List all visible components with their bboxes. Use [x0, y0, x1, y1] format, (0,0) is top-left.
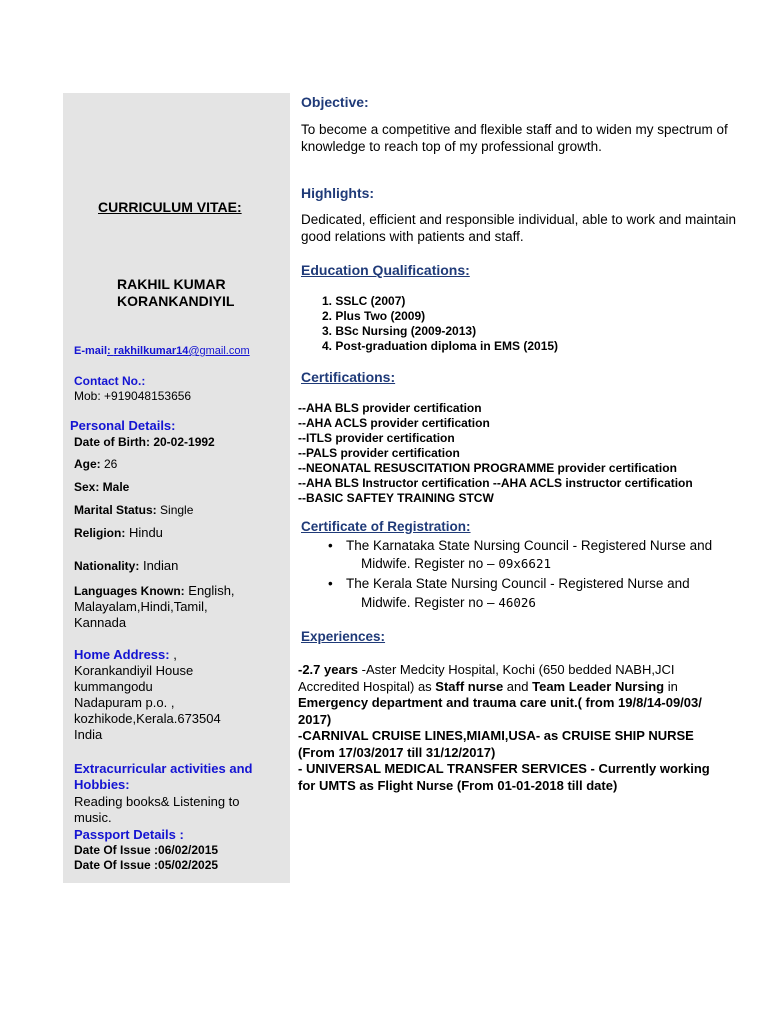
hobbies-line-2: music.: [74, 810, 112, 825]
experience-1-in: in: [664, 678, 678, 694]
objective-heading: Objective:: [301, 94, 369, 110]
age-value: 26: [100, 457, 118, 471]
bullet-icon: •: [328, 576, 333, 591]
experience-1-role-1: Staff nurse: [435, 678, 504, 694]
list-item: 4. Post-graduation diploma in EMS (2015): [322, 339, 559, 353]
email-row: [74, 345, 250, 357]
extracurricular-block: [74, 761, 252, 826]
registration-2-number: 46026: [498, 595, 536, 610]
registration-1-label: Midwife. Register no –: [361, 556, 499, 571]
registration-2-line-1: The Kerala State Nursing Council - Registered Nurse and: [346, 576, 690, 591]
experience-3-line-2: for UMTS as Flight Nurse (From 01-01-2018 till date): [298, 777, 618, 793]
experience-1-text-a: -Aster Medcity Hospital, Kochi (650 bedded NABH,JCI: [358, 662, 675, 677]
languages-block: [74, 583, 235, 631]
list-item: --ITLS provider certification: [298, 431, 455, 445]
languages-value-2: Malayalam,Hindi,Tamil,: [74, 599, 208, 614]
sex-row: Sex: Male: [74, 480, 130, 494]
personal-details-label: Personal Details:: [70, 418, 176, 433]
experience-2-line-1: -CARNIVAL CRUISE LINES,MIAMI,USA- as CRUISE SHIP NURSE: [298, 728, 694, 743]
objective-text: [301, 121, 728, 155]
passport-issue-2: Date Of Issue :05/02/2025: [74, 858, 219, 872]
experience-1-year: 2017): [298, 711, 332, 727]
cv-title: CURRICULUM VITAE:: [98, 199, 242, 215]
experience-1-role-2: Team Leader Nursing: [532, 678, 665, 694]
list-item: 3. BSc Nursing (2009-2013): [322, 324, 477, 338]
nationality-label: Nationality:: [74, 559, 140, 573]
name-line-2: KORANKANDIYIL: [117, 293, 235, 309]
name-line-1: RAKHIL KUMAR: [117, 276, 226, 292]
home-address-label: Home Address:: [74, 647, 170, 662]
marital-value: Single: [156, 503, 194, 517]
highlights-line-1: Dedicated, efficient and responsible individual, able to work and maintain: [301, 212, 737, 227]
objective-line-2: knowledge to reach top of my professional growth.: [301, 139, 602, 154]
home-address-block: [74, 647, 221, 743]
objective-line-1: To become a competitive and flexible staff and to widen my spectrum of: [301, 122, 728, 137]
address-line: Nadapuram p.o. ,: [74, 695, 175, 710]
highlights-line-2: good relations with patients and staff.: [301, 229, 524, 244]
religion-value: Hindu: [125, 525, 163, 540]
marital-label: Marital Status:: [74, 503, 157, 517]
registration-heading: Certificate of Registration:: [301, 519, 471, 534]
contact-label: Contact No.:: [74, 374, 146, 388]
highlights-heading: Highlights:: [301, 185, 375, 201]
registration-1-line-1: The Karnataka State Nursing Council - Registered Nurse and: [346, 538, 713, 553]
highlights-text: [301, 211, 736, 245]
list-item: --NEONATAL RESUSCITATION PROGRAMME provider certification: [298, 461, 677, 475]
registration-2-line-2: [361, 595, 536, 610]
list-item: 2. Plus Two (2009): [322, 309, 426, 323]
experience-3-line-1: - UNIVERSAL MEDICAL TRANSFER SERVICES - Currently working: [298, 761, 710, 776]
experience-1-line-2: [298, 679, 710, 696]
certifications-list: [298, 401, 693, 506]
age-row: [74, 457, 117, 471]
registration-2-label: Midwife. Register no –: [361, 595, 499, 610]
education-heading: Education Qualifications:: [301, 262, 470, 278]
languages-label: Languages Known:: [74, 584, 185, 598]
list-item: --PALS provider certification: [298, 446, 460, 460]
religion-row: [74, 525, 163, 540]
nationality-row: [74, 558, 178, 573]
list-item: --BASIC SAFTEY TRAINING STCW: [298, 491, 494, 505]
languages-value-1: English,: [184, 583, 235, 598]
list-item: --AHA BLS Instructor certification --AHA ACLS instructor certification: [298, 476, 693, 490]
marital-status-row: [74, 503, 193, 517]
hobbies-line-1: Reading books& Listening to: [74, 794, 240, 809]
extracurricular-label-1: Extracurricular activities and: [74, 761, 253, 776]
mobile-number: Mob: +919048153656: [74, 389, 192, 403]
email-link-domain[interactable]: @gmail.com: [188, 345, 250, 357]
experience-1-line-1: [298, 662, 710, 679]
religion-label: Religion:: [74, 526, 126, 540]
email-separator: :: [107, 345, 114, 357]
address-line: Korankandiyil House: [74, 663, 194, 678]
nationality-value: Indian: [139, 558, 179, 573]
experience-1-years: -2.7 years: [298, 662, 358, 677]
passport-issue-1: Date Of Issue :06/02/2015: [74, 843, 219, 857]
extracurricular-label-2: Hobbies:: [74, 777, 130, 792]
experiences-heading: Experiences:: [301, 629, 386, 644]
experience-1-dept: Emergency department and trauma care unit.( from 19/8/14-09/03/: [298, 695, 702, 710]
address-line: kummangodu: [74, 679, 153, 694]
registration-1-line-2: [361, 556, 551, 571]
home-address-sep: ,: [169, 647, 177, 662]
education-list: [322, 294, 558, 354]
experience-2-line-2: (From 17/03/2017 till 31/12/2017): [298, 744, 496, 760]
experience-1-text-b: Accredited Hospital) as: [298, 678, 436, 694]
address-line: kozhikode,Kerala.673504: [74, 711, 221, 726]
registration-1-number: 09x6621: [498, 556, 551, 571]
bullet-icon: •: [328, 538, 333, 553]
languages-value-3: Kannada: [74, 615, 127, 630]
list-item: 1. SSLC (2007): [322, 294, 406, 308]
experience-list: [298, 662, 710, 794]
list-item: --AHA ACLS provider certification: [298, 416, 490, 430]
experience-1-and: and: [503, 678, 533, 694]
list-item: --AHA BLS provider certification: [298, 401, 482, 415]
email-link-user[interactable]: rakhilkumar14: [113, 345, 189, 357]
email-label: E-mail: [74, 345, 108, 357]
age-label: Age:: [74, 457, 101, 471]
date-of-birth: Date of Birth: 20-02-1992: [74, 435, 215, 449]
passport-details-label: Passport Details :: [74, 827, 184, 842]
address-line: India: [74, 727, 103, 742]
certifications-heading: Certifications:: [301, 369, 396, 385]
